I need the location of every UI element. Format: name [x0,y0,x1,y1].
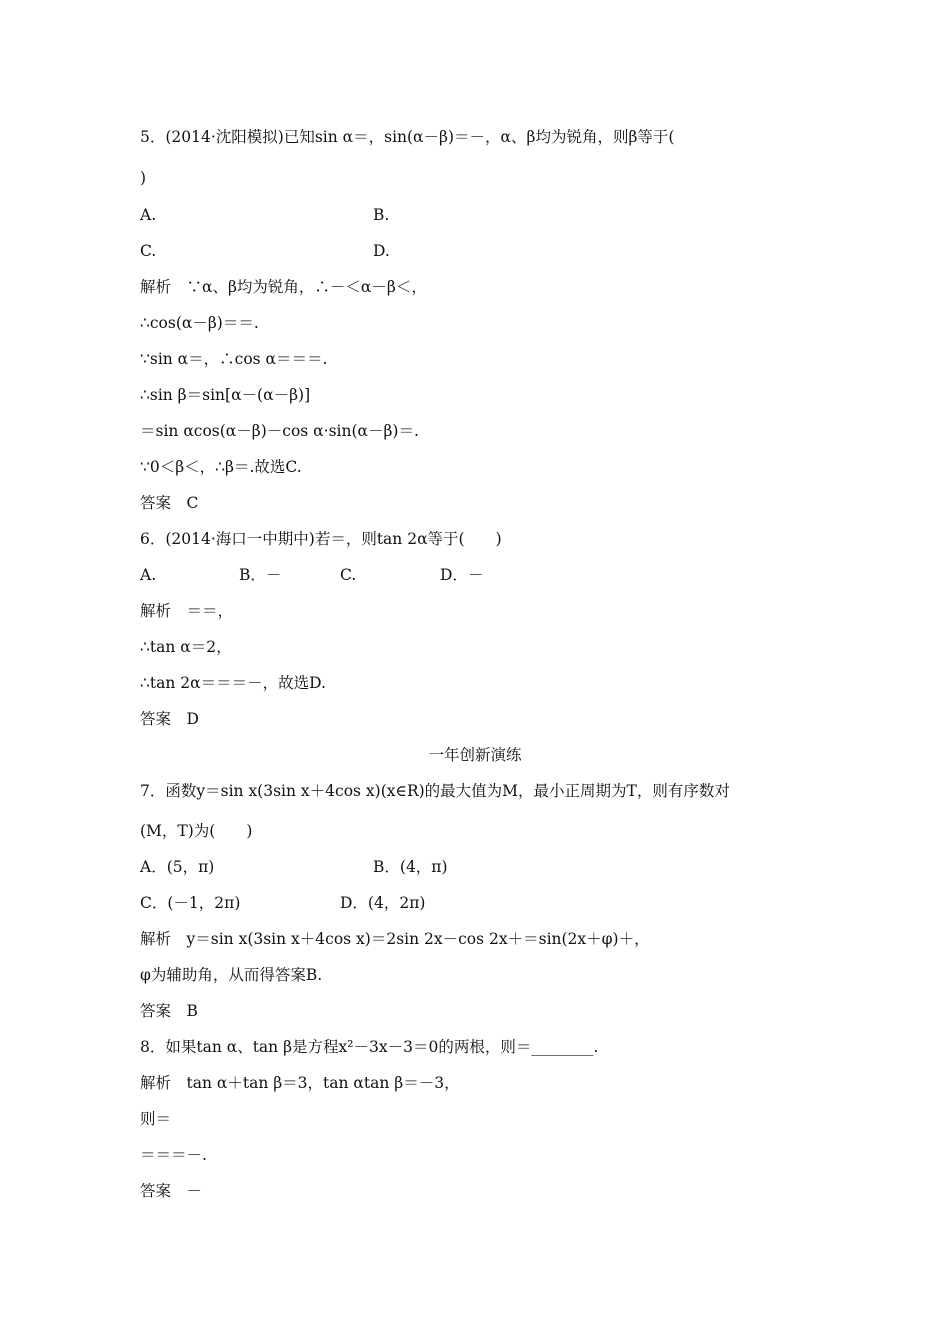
q7-stem-line2: (M，T)为( ) [140,822,253,840]
q7-option-d: D．(4，2π) [340,894,426,912]
q5-option-c: C. [140,242,157,260]
q6-option-b: B．－ [239,566,282,584]
q6-option-a: A. [140,566,157,584]
q6-solution-line: 解析 ＝＝， [140,602,234,620]
q5-solution-line: ∴cos(α－β)＝＝. [140,314,259,332]
q8-solution-line: 解析 tan α＋tan β＝3，tan αtan β＝－3， [140,1074,460,1092]
section-title: 一年创新演练 [428,746,522,764]
q6-solution-line: ∴tan 2α＝＝＝－，故选D. [140,674,326,692]
q5-stem-line1: 5．(2014·沈阳模拟)已知sin α＝，sin(α－β)＝－，α、β均为锐角，则β等于( [140,128,675,146]
q6-option-c: C. [340,566,357,584]
q5-solution-line: ∵0＜β＜，∴β＝.故选C. [140,458,302,476]
q8-solution-line: ＝＝＝－. [140,1146,207,1164]
q7-option-b: B．(4，π) [373,858,448,876]
q8-solution-line: 则＝ [140,1110,172,1128]
q5-solution-line: 解析 ∵α、β均为锐角，∴－＜α－β＜， [140,278,427,296]
q7-stem-line1: 7．函数y＝sin x(3sin x＋4cos x)(x∈R)的最大值为M，最小正周期为T，则有序数对 [140,782,730,800]
q5-option-d: D. [373,242,390,260]
q6-answer: 答案 D [140,710,199,728]
q5-stem-line2: ) [140,169,147,187]
q6-solution-line: ∴tan α＝2， [140,638,232,656]
q7-option-a: A．(5，π) [140,858,215,876]
q7-answer: 答案 B [140,1002,198,1020]
q5-solution-line: ＝sin αcos(α－β)－cos α·sin(α－β)＝. [140,422,419,440]
q5-answer: 答案 C [140,494,199,512]
q5-solution-line: ∵sin α＝，∴cos α＝＝＝. [140,350,328,368]
q6-option-d: D．－ [440,566,484,584]
q7-solution-line: φ为辅助角，从而得答案B. [140,966,323,984]
q5-option-a: A. [140,206,157,224]
q5-option-b: B. [373,206,390,224]
q6-stem: 6．(2014·海口一中期中)若＝，则tan 2α等于( ) [140,530,502,548]
q7-solution-line: 解析 y＝sin x(3sin x＋4cos x)＝2sin 2x－cos 2x＋＝sin(2x＋φ)＋， [140,930,650,948]
q5-solution-line: ∴sin β＝sin[α－(α－β)] [140,386,311,404]
q7-option-c: C．(－1，2π) [140,894,241,912]
q8-stem: 8．如果tan α、tan β是方程x²－3x－3＝0的两根，则＝________. [140,1038,599,1056]
q8-answer: 答案 － [140,1182,203,1200]
